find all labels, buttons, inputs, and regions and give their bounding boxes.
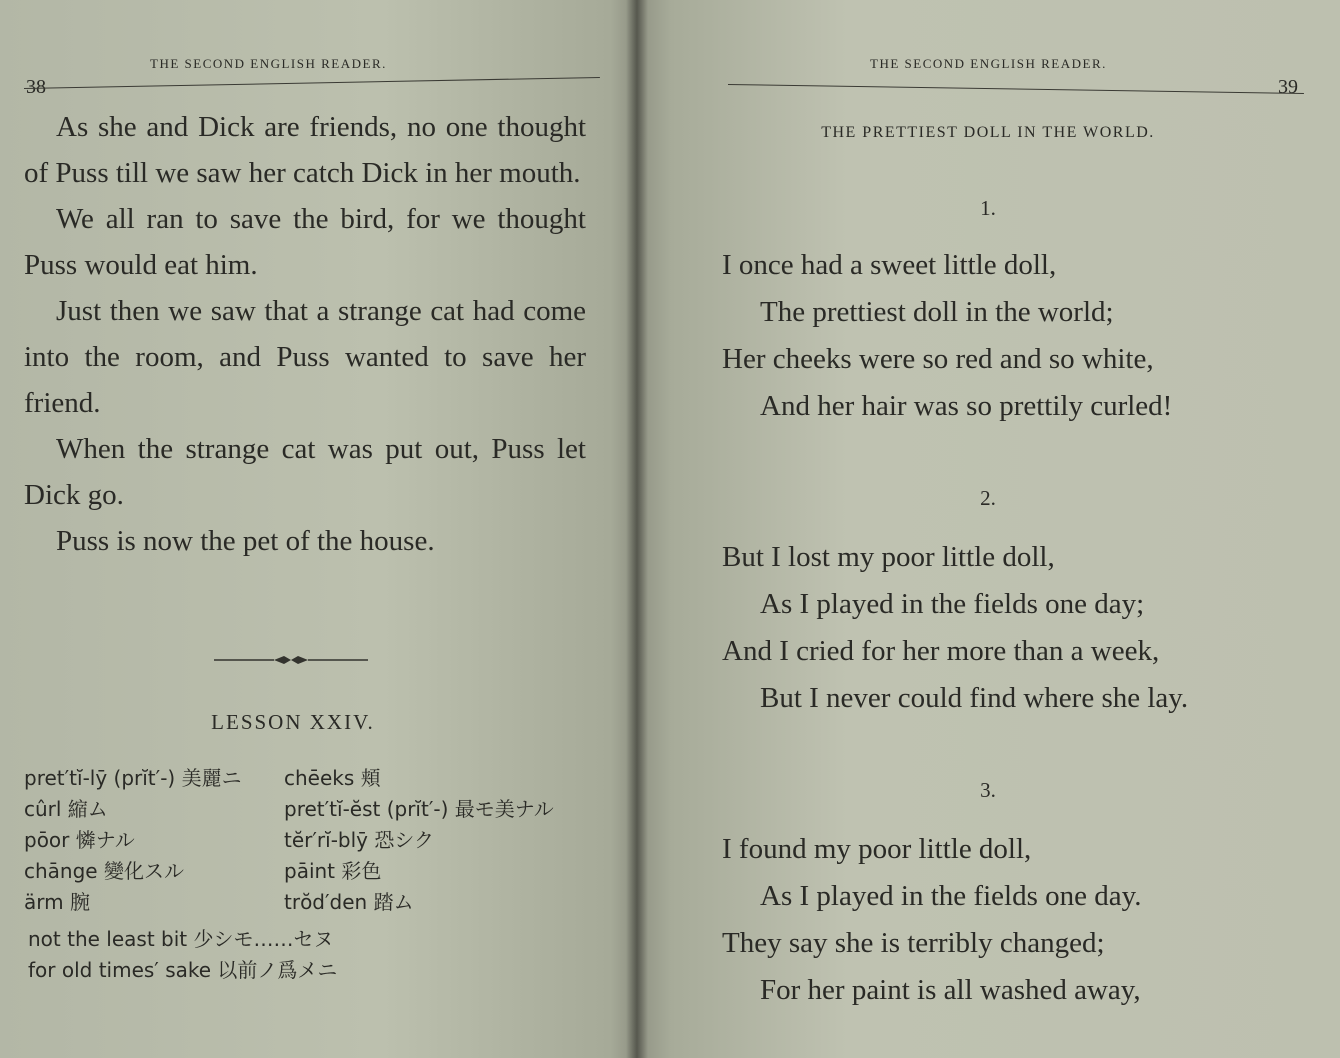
vocab-entry: pāint 彩色 bbox=[284, 859, 382, 883]
vocab-entry: chānge 變化スル bbox=[24, 859, 184, 883]
paragraph: As she and Dick are friends, no one thought of Puss till we saw her catch Dick in her mouth. bbox=[24, 111, 586, 189]
poem-line: But I never could find where she lay. bbox=[760, 682, 1189, 714]
poem-line: As I played in the fields one day. bbox=[760, 880, 1142, 912]
paragraph: We all ran to save the bird, for we thought Puss would eat him. bbox=[24, 203, 586, 281]
stanza bbox=[722, 826, 1322, 1014]
running-head: THE SECOND ENGLISH READER. bbox=[870, 56, 1107, 71]
vocab-entry: trŏd′den 踏ム bbox=[284, 890, 414, 914]
vocab-entry: tĕr′rĭ-blȳ 恐シク bbox=[284, 828, 434, 852]
vocab-entry: ärm 腕 bbox=[24, 890, 90, 914]
stanza-number: 2. bbox=[980, 486, 996, 510]
vocab-entry: chēeks 頬 bbox=[284, 766, 381, 790]
section-ornament bbox=[214, 650, 368, 670]
vocab-entry: pret′tĭ-lȳ (prĭt′-) 美麗ニ bbox=[24, 766, 242, 790]
page-number: 39 bbox=[1278, 76, 1298, 98]
stanza bbox=[722, 534, 1322, 722]
paragraph: When the strange cat was put out, Puss let Dick go. bbox=[24, 433, 586, 511]
poem-line: As I played in the fields one day; bbox=[760, 588, 1145, 620]
right-page bbox=[636, 0, 1340, 1058]
vocab-entry: pōor 憐ナル bbox=[24, 828, 135, 852]
poem-line: But I lost my poor little doll, bbox=[722, 541, 1055, 573]
vocab-entry: not the least bit 少シモ……セヌ bbox=[28, 927, 334, 951]
vocab-list-right bbox=[284, 763, 554, 918]
stanza-number: 3. bbox=[980, 778, 996, 802]
stanza-number: 1. bbox=[980, 196, 996, 220]
running-head: THE SECOND ENGLISH READER. bbox=[150, 56, 387, 71]
poem-line: And I cried for her more than a week, bbox=[722, 635, 1160, 667]
vocab-entry: cûrl 縮ム bbox=[24, 797, 108, 821]
vocab-entry: pret′tĭ-ĕst (prĭt′-) 最モ美ナル bbox=[284, 797, 554, 821]
stanza bbox=[722, 242, 1322, 430]
poem-line: Her cheeks were so red and so white, bbox=[722, 343, 1154, 375]
left-page bbox=[0, 0, 636, 1058]
poem-line: For her paint is all washed away, bbox=[760, 974, 1141, 1006]
header-rule bbox=[24, 77, 600, 89]
book-gutter bbox=[626, 0, 648, 1058]
lesson-heading: LESSON XXIV. bbox=[211, 710, 375, 734]
vocab-entry: for old times′ sake 以前ノ爲メニ bbox=[28, 958, 338, 982]
poem-line: They say she is terribly changed; bbox=[722, 927, 1105, 959]
paragraph: Just then we saw that a strange cat had come into the room, and Puss wanted to save her friend. bbox=[24, 295, 586, 419]
poem-title: THE PRETTIEST DOLL IN THE WORLD. bbox=[821, 124, 1155, 141]
vocab-list-left bbox=[24, 763, 242, 918]
vocab-phrases bbox=[28, 924, 337, 986]
header-rule bbox=[728, 84, 1304, 94]
poem-line: And her hair was so prettily curled! bbox=[760, 390, 1173, 422]
paragraph: Puss is now the pet of the house. bbox=[56, 525, 435, 557]
page-number: 38 bbox=[26, 76, 46, 98]
poem-line: I found my poor little doll, bbox=[722, 833, 1032, 865]
poem-line: I once had a sweet little doll, bbox=[722, 249, 1057, 281]
prose-body bbox=[24, 104, 586, 564]
poem-line: The prettiest doll in the world; bbox=[760, 296, 1114, 328]
